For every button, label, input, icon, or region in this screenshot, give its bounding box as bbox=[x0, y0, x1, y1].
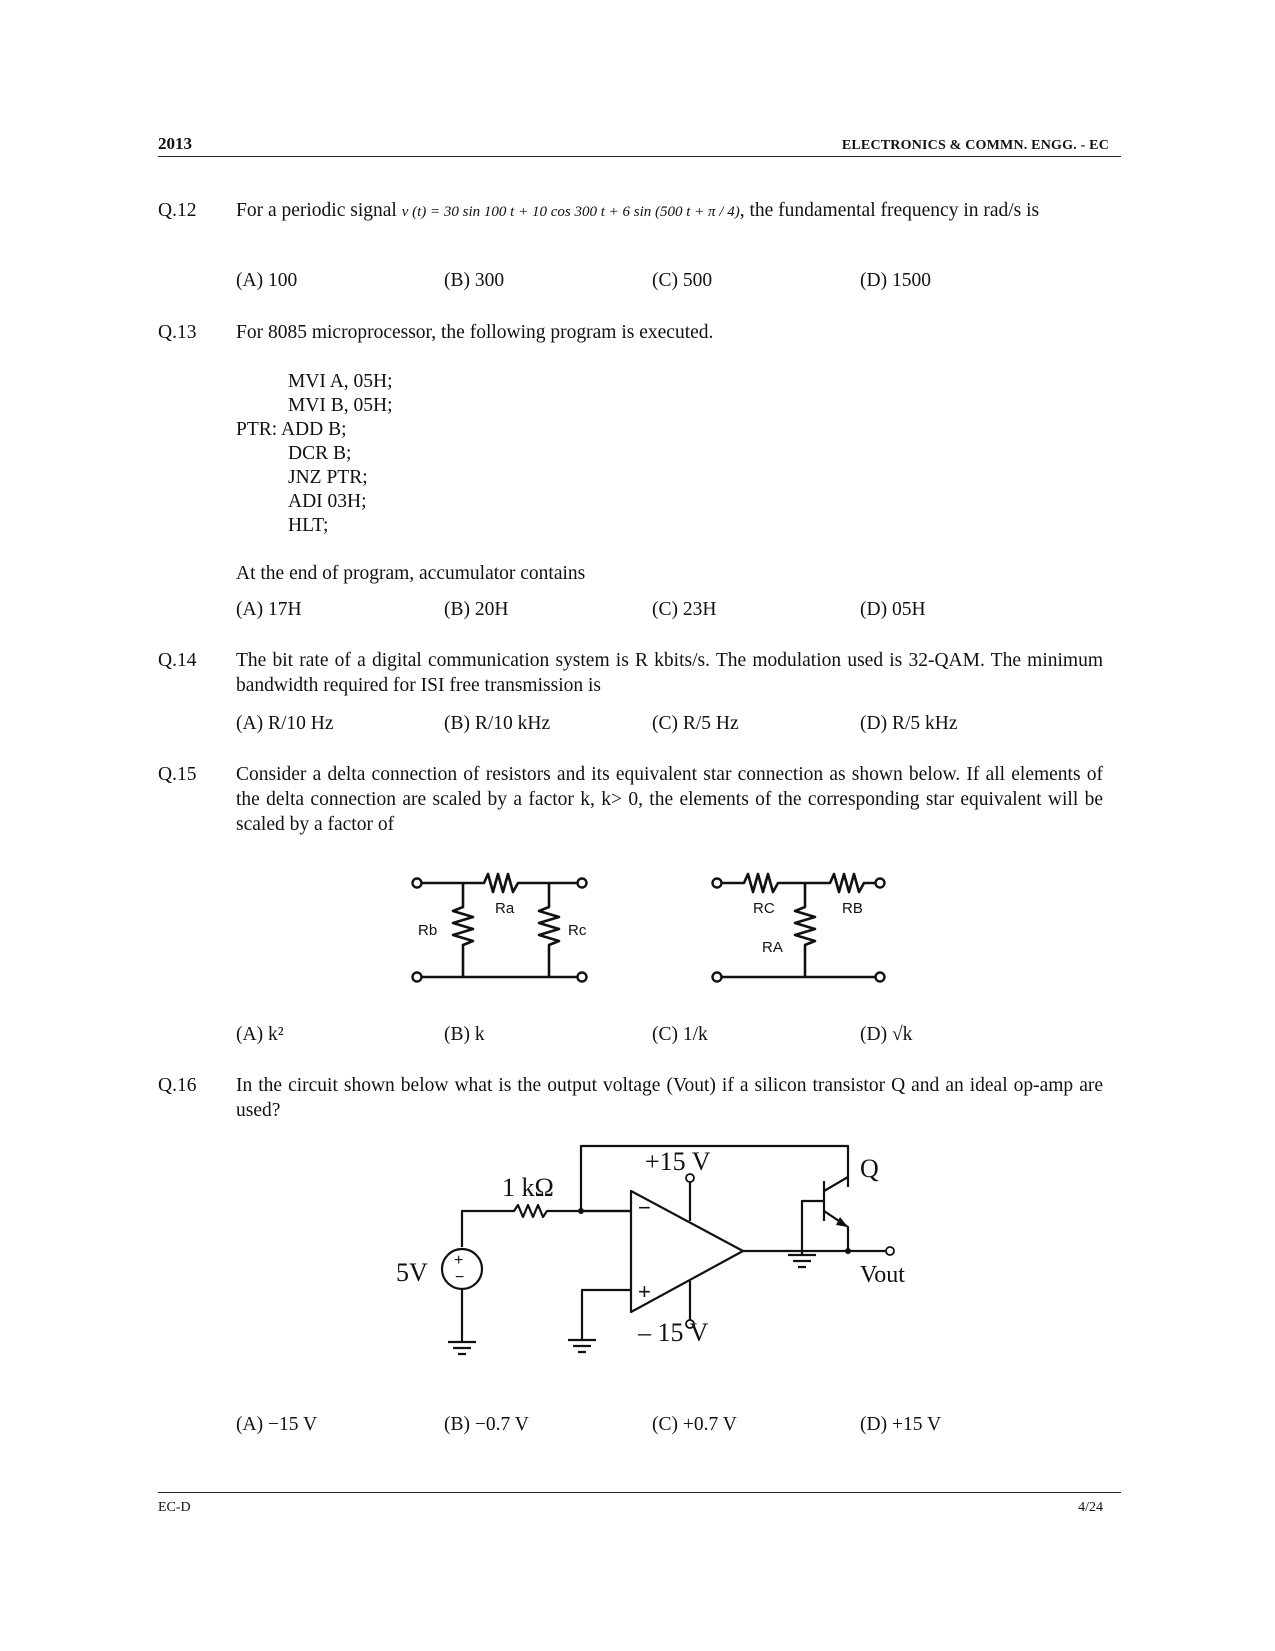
footer-rule bbox=[158, 1492, 1121, 1493]
junction-dot bbox=[578, 1208, 584, 1214]
question-number: Q.14 bbox=[158, 650, 197, 671]
header-title: ELECTRONICS & COMMN. ENGG. - EC bbox=[841, 138, 1109, 153]
noninverting-ground-wire bbox=[582, 1290, 631, 1340]
option-b[interactable]: (B) 20H bbox=[444, 599, 509, 620]
signal-formula: v (t) = 30 sin 100 t + 10 cos 300 t + 6 sin (500 t + π / 4) bbox=[401, 204, 740, 220]
transistor-base-wire bbox=[802, 1201, 824, 1255]
ground-icon bbox=[788, 1255, 816, 1267]
option-b[interactable]: (B) R/10 kHz bbox=[444, 713, 551, 734]
terminal-icon bbox=[413, 879, 422, 888]
option-d[interactable]: (D) 1500 bbox=[860, 270, 931, 291]
option-a[interactable]: (A) R/10 Hz bbox=[236, 713, 334, 734]
code-line-6: ADI 03H; bbox=[288, 491, 367, 512]
code-line-2: MVI B, 05H; bbox=[288, 395, 393, 416]
option-b[interactable]: (B) k bbox=[444, 1024, 485, 1045]
option-c[interactable]: (C) R/5 Hz bbox=[652, 713, 739, 734]
question-text: The bit rate of a digital communication system is R kbits/s. The modulation used is 32-QAM. The minimum bandwidth required for ISI free transmission is bbox=[236, 650, 1103, 696]
option-c[interactable]: (C) 1/k bbox=[652, 1024, 708, 1045]
terminal-icon bbox=[713, 879, 722, 888]
option-a[interactable]: (A) k² bbox=[236, 1024, 284, 1045]
ground-icon bbox=[448, 1342, 476, 1354]
option-c[interactable]: (C) 23H bbox=[652, 599, 717, 620]
source-minus-sign: − bbox=[455, 1269, 465, 1286]
question-16 bbox=[158, 1073, 1103, 1123]
option-d[interactable]: (D) +15 V bbox=[860, 1414, 942, 1435]
label-transistor: Q bbox=[860, 1154, 879, 1183]
option-c[interactable]: (C) 500 bbox=[652, 270, 713, 291]
resistor-rb-icon bbox=[453, 883, 473, 977]
code-line-7: HLT; bbox=[288, 515, 329, 536]
question-number: Q.12 bbox=[158, 200, 197, 221]
option-d[interactable]: (D) 05H bbox=[860, 599, 926, 620]
delta-top-wire bbox=[417, 874, 582, 892]
emitter-arrow-icon bbox=[836, 1217, 848, 1227]
option-a[interactable]: (A) 100 bbox=[236, 270, 298, 291]
code-line-5: JNZ PTR; bbox=[288, 467, 368, 488]
question-text: For 8085 microprocessor, the following program is executed. bbox=[236, 322, 714, 343]
option-d[interactable]: (D) √k bbox=[860, 1024, 913, 1045]
junction-dot bbox=[845, 1248, 851, 1254]
label-rB: RB bbox=[842, 900, 863, 917]
terminal-icon bbox=[713, 973, 722, 982]
footer-page: 4/24 bbox=[1078, 1500, 1103, 1515]
code-line-4: DCR B; bbox=[288, 443, 352, 464]
question-12 bbox=[158, 198, 1103, 253]
terminal-icon bbox=[578, 879, 587, 888]
label-vminus: – 15 V bbox=[638, 1318, 709, 1347]
header-year: 2013 bbox=[158, 134, 192, 153]
option-b[interactable]: (B) 300 bbox=[444, 270, 505, 291]
question-15 bbox=[158, 762, 1103, 837]
code-line-3: PTR: ADD B; bbox=[236, 419, 347, 440]
question-text: For a periodic signal v (t) = 30 sin 100 t + 10 cos 300 t + 6 sin (500 t + π / 4), the fundamental frequency in rad/s is bbox=[236, 200, 1040, 221]
question-text-2: At the end of program, accumulator contains bbox=[236, 563, 586, 584]
source-plus-sign: + bbox=[454, 1252, 464, 1269]
question-text: Consider a delta connection of resistors and its equivalent star connection as shown below. If all elements of the delta connection are scaled by a factor k, k> 0, the elements of the corresponding star equivalent will be scaled by a factor of bbox=[236, 764, 1103, 835]
label-rc: Rc bbox=[568, 922, 587, 939]
option-c[interactable]: (C) +0.7 V bbox=[652, 1414, 737, 1435]
option-a[interactable]: (A) 17H bbox=[236, 599, 302, 620]
header-rule bbox=[158, 156, 1121, 157]
footer-code: EC-D bbox=[158, 1500, 191, 1515]
question-13 bbox=[158, 320, 1103, 345]
option-d[interactable]: (D) R/5 kHz bbox=[860, 713, 958, 734]
question-text: In the circuit shown below what is the output voltage (Vout) if a silicon transistor Q and an ideal op-amp are used? bbox=[236, 1075, 1103, 1121]
label-resistor: 1 kΩ bbox=[502, 1173, 554, 1202]
terminal-icon bbox=[413, 973, 422, 982]
transistor-icon bbox=[824, 1177, 848, 1251]
question-number: Q.13 bbox=[158, 322, 197, 343]
opamp-circuit-figure bbox=[390, 1135, 930, 1420]
option-b[interactable]: (B) −0.7 V bbox=[444, 1414, 529, 1435]
label-source: 5V bbox=[396, 1258, 428, 1287]
terminal-icon bbox=[876, 879, 885, 888]
label-rb: Rb bbox=[418, 922, 438, 939]
option-a[interactable]: (A) −15 V bbox=[236, 1414, 318, 1435]
label-vplus: +15 V bbox=[645, 1147, 711, 1176]
question-14 bbox=[158, 648, 1103, 698]
label-vout: Vout bbox=[860, 1262, 905, 1288]
resistor-ra-star-icon bbox=[795, 883, 815, 977]
code-line-1: MVI A, 05H; bbox=[288, 371, 393, 392]
inverting-sign: − bbox=[638, 1195, 651, 1220]
question-number: Q.15 bbox=[158, 764, 197, 785]
resistor-rc-icon bbox=[539, 883, 559, 977]
label-rA: RA bbox=[762, 939, 783, 956]
terminal-icon bbox=[578, 973, 587, 982]
terminal-icon bbox=[876, 973, 885, 982]
delta-star-figure bbox=[400, 865, 920, 990]
ground-icon bbox=[568, 1340, 596, 1352]
star-top-wire bbox=[717, 874, 880, 892]
terminal-icon bbox=[886, 1247, 894, 1255]
noninverting-sign: + bbox=[638, 1279, 651, 1304]
label-ra: Ra bbox=[495, 900, 515, 917]
question-number: Q.16 bbox=[158, 1075, 197, 1096]
label-rC: RC bbox=[753, 900, 775, 917]
